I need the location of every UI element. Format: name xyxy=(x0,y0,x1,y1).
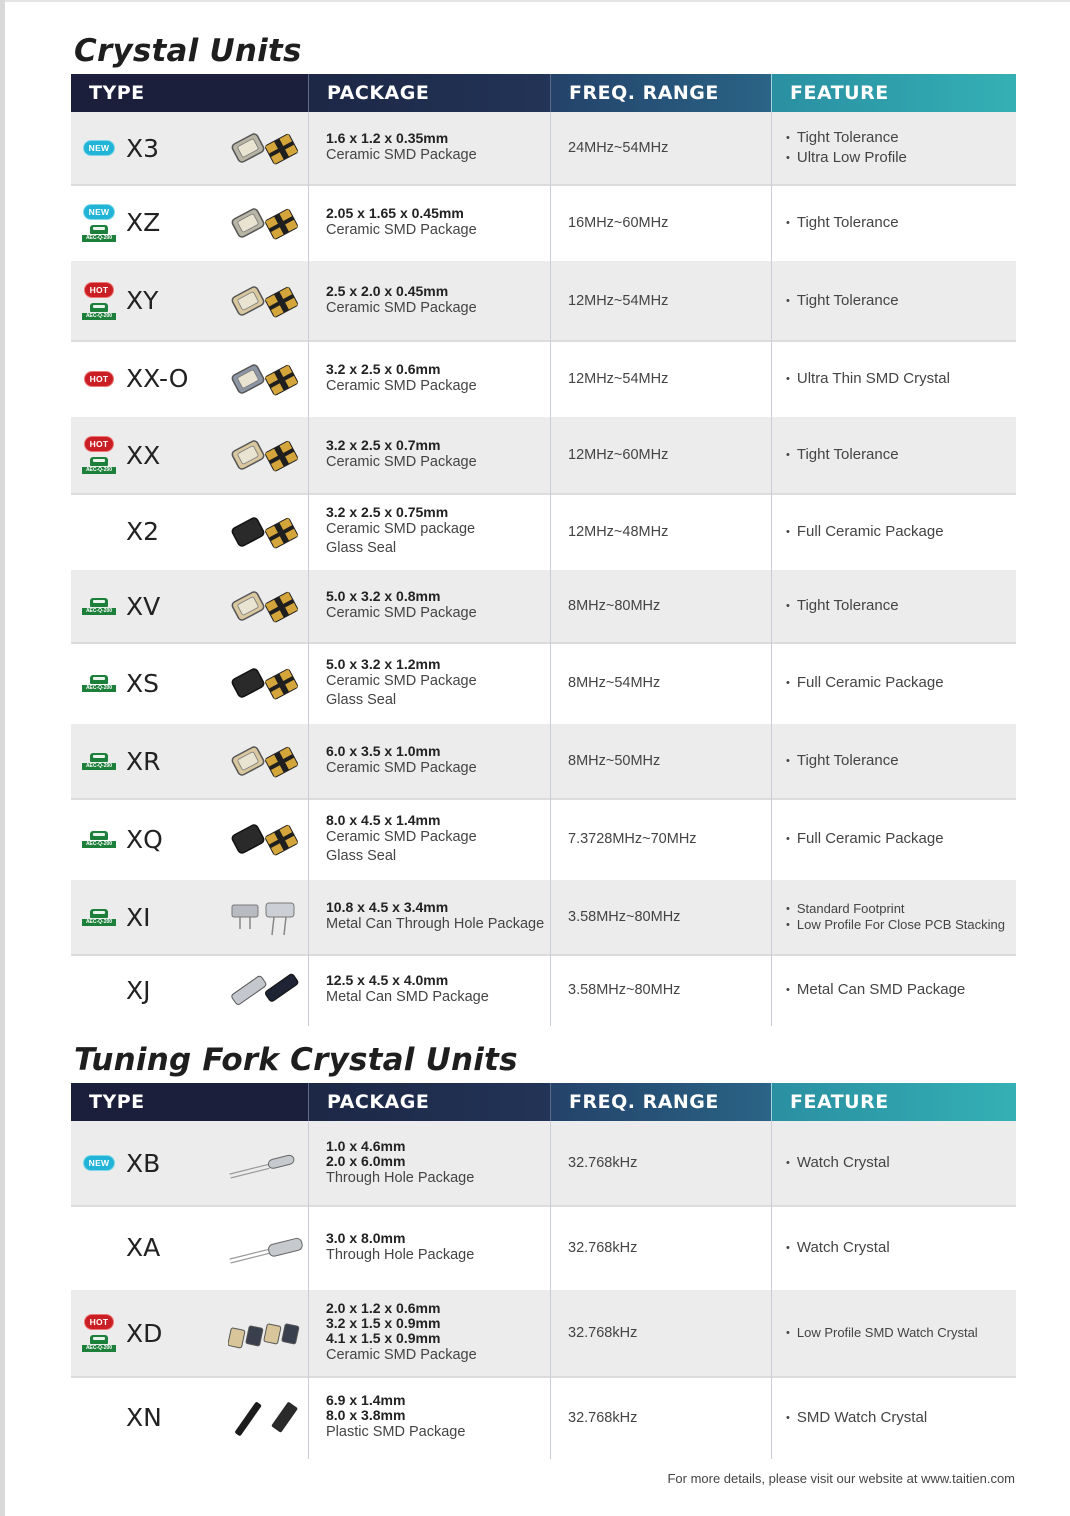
feature-cell xyxy=(771,417,1016,493)
badge-group xyxy=(81,1376,117,1459)
product-type: XS xyxy=(126,668,159,698)
feature-list xyxy=(786,1238,890,1258)
footer-note: For more details, please visit our website at www.taitien.com xyxy=(667,1471,1015,1486)
package-description: Ceramic SMD Package xyxy=(326,147,477,163)
car-shape xyxy=(90,225,108,234)
product-type: XQ xyxy=(126,824,163,854)
crystal-product-image xyxy=(228,126,304,170)
feature-cell xyxy=(771,261,1016,340)
feature-list xyxy=(786,1325,978,1341)
package-description: Ceramic SMD Package xyxy=(326,454,477,470)
aec-q200-label: AEC-Q-200 xyxy=(82,685,116,692)
package-dimensions: 2.5 x 2.0 x 0.45mm xyxy=(326,282,449,299)
type-cell xyxy=(71,570,308,642)
feature-list xyxy=(786,128,907,168)
package-text xyxy=(326,1301,477,1365)
type-cell xyxy=(71,184,308,261)
feature-cell xyxy=(771,112,1016,184)
feature-cell xyxy=(771,798,1016,880)
table-row xyxy=(71,340,1016,417)
feature-list xyxy=(786,445,899,465)
feature-item: • Tight Tolerance xyxy=(786,596,899,616)
aec-q200-car-icon xyxy=(82,598,116,615)
table-row xyxy=(71,954,1016,1026)
feature-list xyxy=(786,369,950,389)
product-type: XB xyxy=(126,1148,161,1178)
crystal-product-image xyxy=(228,968,304,1012)
crystal-product-image xyxy=(228,895,304,939)
feature-item: • Full Ceramic Package xyxy=(786,829,944,849)
package-text xyxy=(326,589,477,623)
feature-list xyxy=(786,596,899,616)
package-dimensions: 3.2 x 2.5 x 0.7mm xyxy=(326,437,441,453)
badge-group xyxy=(81,570,117,642)
crystal-product-image xyxy=(228,357,304,401)
aec-q200-label: AEC-Q-200 xyxy=(82,919,116,926)
page-top-border xyxy=(0,0,1070,2)
aec-q200-car-icon xyxy=(82,831,116,848)
package-dimensions: 1.6 x 1.2 x 0.35mm xyxy=(326,130,449,146)
freq-range-cell: 8MHz~50MHz xyxy=(550,724,771,798)
package-description: Ceramic SMD Package xyxy=(326,1347,477,1363)
package-dimensions: 6.0 x 3.5 x 1.0mm xyxy=(326,743,441,759)
header-feature: FEATURE xyxy=(771,1083,1016,1121)
feature-cell xyxy=(771,880,1016,954)
aec-q200-label: AEC-Q-200 xyxy=(82,841,116,848)
package-cell xyxy=(308,954,550,1026)
freq-range-cell: 32.768kHz xyxy=(550,1290,771,1376)
freq-range-cell: 12MHz~54MHz xyxy=(550,261,771,340)
feature-item: • Tight Tolerance xyxy=(786,291,899,311)
feature-item: • Full Ceramic Package xyxy=(786,673,944,693)
package-cell xyxy=(308,184,550,261)
package-description: Metal Can SMD Package xyxy=(326,989,489,1005)
package-text xyxy=(326,284,477,318)
badge-group xyxy=(81,798,117,880)
freq-range-cell: 24MHz~54MHz xyxy=(550,112,771,184)
package-text xyxy=(326,131,477,165)
badge-group xyxy=(81,417,117,493)
package-description: Ceramic SMD Package xyxy=(326,828,477,845)
type-cell xyxy=(71,261,308,340)
product-type: X2 xyxy=(126,517,160,546)
feature-item: • Ultra Thin SMD Crystal xyxy=(786,369,950,389)
crystal-product-image xyxy=(228,433,304,477)
feature-cell xyxy=(771,724,1016,798)
type-cell xyxy=(71,340,308,417)
table-row xyxy=(71,642,1016,724)
freq-range-cell: 32.768kHz xyxy=(550,1205,771,1290)
car-shape xyxy=(90,831,108,840)
package-cell xyxy=(308,1290,550,1376)
feature-cell xyxy=(771,1290,1016,1376)
type-cell xyxy=(71,112,308,184)
table-row xyxy=(71,1205,1016,1290)
feature-item: • Standard Footprint xyxy=(786,901,1005,917)
feature-item: • Tight Tolerance xyxy=(786,213,899,233)
package-dimensions: 8.0 x 4.5 x 1.4mm xyxy=(326,811,441,828)
package-cell xyxy=(308,1205,550,1290)
car-shape xyxy=(90,909,108,918)
package-text xyxy=(326,1393,465,1442)
package-dimensions: 3.2 x 2.5 x 0.75mm xyxy=(326,504,449,520)
aec-q200-label: AEC-Q-200 xyxy=(82,608,116,615)
product-type: XV xyxy=(126,591,161,621)
freq-range-cell: 3.58MHz~80MHz xyxy=(550,880,771,954)
table-row xyxy=(71,417,1016,493)
badge-group xyxy=(81,1121,117,1205)
feature-cell xyxy=(771,340,1016,417)
freq-range-cell: 32.768kHz xyxy=(550,1121,771,1205)
type-cell xyxy=(71,1376,308,1459)
header-package: PACKAGE xyxy=(308,1083,550,1121)
crystal-product-image xyxy=(228,279,304,323)
package-dimensions: 5.0 x 3.2 x 0.8mm xyxy=(326,588,441,604)
badge-group xyxy=(81,1290,117,1376)
package-cell xyxy=(308,112,550,184)
hot-badge: HOT xyxy=(84,436,115,452)
package-cell xyxy=(308,340,550,417)
package-description: Through Hole Package xyxy=(326,1169,475,1186)
badge-group xyxy=(81,724,117,798)
new-badge: NEW xyxy=(83,204,116,220)
freq-range-cell: 12MHz~60MHz xyxy=(550,417,771,493)
type-cell xyxy=(71,417,308,493)
package-dimensions: 3.0 x 8.0mm xyxy=(326,1229,406,1246)
product-type: XI xyxy=(126,902,151,932)
product-type: XX-O xyxy=(126,364,189,393)
package-text xyxy=(326,813,477,866)
package-cell xyxy=(308,798,550,880)
product-type: XR xyxy=(126,746,161,776)
table-row xyxy=(71,880,1016,954)
table-header xyxy=(71,74,1016,112)
car-shape xyxy=(90,598,108,607)
table-row xyxy=(71,570,1016,642)
feature-item: • Ultra Low Profile xyxy=(786,148,907,168)
package-dimensions: 2.05 x 1.65 x 0.45mm xyxy=(326,204,464,221)
package-cell xyxy=(308,880,550,954)
aec-q200-label: AEC-Q-200 xyxy=(82,467,116,474)
crystal-product-image xyxy=(228,739,304,783)
package-cell xyxy=(308,724,550,798)
car-shape xyxy=(90,457,108,466)
feature-item: • Tight Tolerance xyxy=(786,445,899,465)
package-description: Ceramic SMD Package xyxy=(326,221,477,238)
crystal-units-table xyxy=(71,74,1016,1026)
package-text xyxy=(326,206,477,240)
table-row xyxy=(71,1290,1016,1376)
package-dimensions: 6.9 x 1.4mm xyxy=(326,1392,406,1408)
package-cell xyxy=(308,642,550,724)
crystal-product-image xyxy=(228,661,304,705)
package-text xyxy=(326,438,477,472)
aec-q200-car-icon xyxy=(82,675,116,692)
badge-group xyxy=(81,954,117,1026)
freq-range-cell: 16MHz~60MHz xyxy=(550,184,771,261)
product-type: XZ xyxy=(126,208,161,237)
crystal-product-image xyxy=(228,510,304,554)
package-description: Ceramic SMD Package xyxy=(326,760,477,776)
car-shape xyxy=(90,675,108,684)
badge-group xyxy=(81,261,117,340)
product-type: XA xyxy=(126,1233,161,1262)
aec-q200-car-icon xyxy=(82,909,116,926)
badge-group xyxy=(81,340,117,417)
crystal-product-image xyxy=(228,1141,304,1185)
table-row xyxy=(71,112,1016,184)
feature-item: • Low Profile For Close PCB Stacking xyxy=(786,917,1005,933)
car-shape xyxy=(90,303,108,312)
table-row xyxy=(71,724,1016,798)
feature-list xyxy=(786,829,944,849)
package-dimensions: 4.1 x 1.5 x 0.9mm xyxy=(326,1330,441,1346)
badge-group xyxy=(81,642,117,724)
crystal-product-image xyxy=(228,201,304,245)
table-row xyxy=(71,493,1016,570)
feature-cell xyxy=(771,493,1016,570)
package-description: Glass Seal xyxy=(326,847,397,864)
package-cell xyxy=(308,261,550,340)
type-cell xyxy=(71,642,308,724)
feature-list xyxy=(786,1153,890,1173)
header-package: PACKAGE xyxy=(308,74,550,112)
aec-q200-car-icon xyxy=(82,303,116,320)
feature-cell xyxy=(771,1376,1016,1459)
package-cell xyxy=(308,417,550,493)
hot-badge: HOT xyxy=(84,1314,115,1330)
table-row xyxy=(71,1376,1016,1459)
aec-q200-car-icon xyxy=(82,225,116,242)
freq-range-cell: 8MHz~54MHz xyxy=(550,642,771,724)
package-description: Glass Seal xyxy=(326,540,397,556)
table-header xyxy=(71,1083,1016,1121)
package-cell xyxy=(308,493,550,570)
freq-range-cell: 12MHz~48MHz xyxy=(550,493,771,570)
car-shape xyxy=(90,753,108,762)
package-description: Glass Seal xyxy=(326,691,397,708)
aec-q200-car-icon xyxy=(82,753,116,770)
package-text xyxy=(326,1231,474,1265)
package-description: Ceramic SMD Package xyxy=(326,672,477,689)
feature-list xyxy=(786,291,899,311)
package-dimensions: 8.0 x 3.8mm xyxy=(326,1407,406,1423)
package-dimensions: 2.0 x 6.0mm xyxy=(326,1152,406,1169)
feature-cell xyxy=(771,570,1016,642)
aec-q200-label: AEC-Q-200 xyxy=(82,1345,116,1352)
feature-item: • Tight Tolerance xyxy=(786,751,899,771)
aec-q200-label: AEC-Q-200 xyxy=(82,313,116,320)
header-freq-range: FREQ. RANGE xyxy=(550,1083,771,1121)
package-text xyxy=(326,657,477,710)
feature-list xyxy=(786,1408,927,1428)
badge-group xyxy=(81,112,117,184)
page-left-border xyxy=(0,0,5,1516)
package-description: Metal Can Through Hole Package xyxy=(326,916,545,932)
feature-list xyxy=(786,980,965,1000)
feature-list xyxy=(786,751,899,771)
type-cell xyxy=(71,1290,308,1376)
feature-cell xyxy=(771,642,1016,724)
package-text xyxy=(326,505,475,558)
product-type: XJ xyxy=(126,975,151,1005)
crystal-product-image xyxy=(228,1396,304,1440)
feature-item: • Watch Crystal xyxy=(786,1153,890,1173)
badge-group xyxy=(81,184,117,261)
badge-group xyxy=(81,880,117,954)
freq-range-cell: 7.3728MHz~70MHz xyxy=(550,798,771,880)
feature-cell xyxy=(771,184,1016,261)
package-text xyxy=(326,1139,474,1188)
package-text xyxy=(326,900,544,934)
package-description: Through Hole Package xyxy=(326,1246,475,1263)
hot-badge: HOT xyxy=(84,371,115,387)
feature-item: • Tight Tolerance xyxy=(786,128,907,148)
package-text xyxy=(326,973,489,1007)
aec-q200-car-icon xyxy=(82,457,116,474)
feature-cell xyxy=(771,1121,1016,1205)
product-type: XN xyxy=(126,1403,162,1432)
hot-badge: HOT xyxy=(84,282,115,298)
product-type: X3 xyxy=(126,133,160,163)
aec-q200-label: AEC-Q-200 xyxy=(82,235,116,242)
package-dimensions: 3.2 x 1.5 x 0.9mm xyxy=(326,1315,441,1331)
feature-item: • Full Ceramic Package xyxy=(786,522,944,542)
type-cell xyxy=(71,1205,308,1290)
package-description: Ceramic SMD Package xyxy=(326,377,477,394)
crystal-product-image xyxy=(228,1311,304,1355)
feature-item: • SMD Watch Crystal xyxy=(786,1408,927,1428)
header-freq-range: FREQ. RANGE xyxy=(550,74,771,112)
package-dimensions: 1.0 x 4.6mm xyxy=(326,1137,406,1154)
table-row xyxy=(71,184,1016,261)
package-dimensions: 3.2 x 2.5 x 0.6mm xyxy=(326,360,441,377)
freq-range-cell: 32.768kHz xyxy=(550,1376,771,1459)
package-cell xyxy=(308,1121,550,1205)
package-cell xyxy=(308,570,550,642)
feature-item: • Metal Can SMD Package xyxy=(786,980,965,1000)
feature-item: • Low Profile SMD Watch Crystal xyxy=(786,1325,978,1341)
package-description: Ceramic SMD package xyxy=(326,521,476,537)
type-cell xyxy=(71,493,308,570)
table-row xyxy=(71,798,1016,880)
type-cell xyxy=(71,880,308,954)
type-cell xyxy=(71,798,308,880)
package-text xyxy=(326,362,477,396)
package-dimensions: 12.5 x 4.5 x 4.0mm xyxy=(326,972,449,988)
header-type: TYPE xyxy=(71,74,308,112)
type-cell xyxy=(71,724,308,798)
feature-cell xyxy=(771,954,1016,1026)
type-cell xyxy=(71,1121,308,1205)
feature-list xyxy=(786,673,944,693)
feature-list xyxy=(786,213,899,233)
table-row xyxy=(71,1121,1016,1205)
header-feature: FEATURE xyxy=(771,74,1016,112)
table-row xyxy=(71,261,1016,340)
badge-group xyxy=(81,1205,117,1290)
freq-range-cell: 3.58MHz~80MHz xyxy=(550,954,771,1026)
header-type: TYPE xyxy=(71,1083,308,1121)
package-text xyxy=(326,744,477,778)
aec-q200-label: AEC-Q-200 xyxy=(82,763,116,770)
type-cell xyxy=(71,954,308,1026)
package-description: Plastic SMD Package xyxy=(326,1424,466,1440)
package-dimensions: 10.8 x 4.5 x 3.4mm xyxy=(326,899,449,915)
product-type: XD xyxy=(126,1318,163,1348)
aec-q200-car-icon xyxy=(82,1335,116,1352)
package-cell xyxy=(308,1376,550,1459)
product-type: XX xyxy=(126,440,161,470)
package-description: Ceramic SMD Package xyxy=(326,299,477,316)
feature-cell xyxy=(771,1205,1016,1290)
freq-range-cell: 12MHz~54MHz xyxy=(550,340,771,417)
new-badge: NEW xyxy=(83,140,116,156)
freq-range-cell: 8MHz~80MHz xyxy=(550,570,771,642)
package-dimensions: 5.0 x 3.2 x 1.2mm xyxy=(326,655,441,672)
crystal-product-image xyxy=(228,584,304,628)
tuning-fork-table xyxy=(71,1083,1016,1459)
crystal-product-image xyxy=(228,1226,304,1270)
crystal-product-image xyxy=(228,817,304,861)
product-type: XY xyxy=(126,286,159,315)
section-title-tuning-fork: Tuning Fork Crystal Units xyxy=(74,1042,518,1078)
section-title-crystal-units: Crystal Units xyxy=(74,33,302,69)
feature-item: • Watch Crystal xyxy=(786,1238,890,1258)
badge-group xyxy=(81,493,117,570)
car-shape xyxy=(90,1335,108,1344)
package-description: Ceramic SMD Package xyxy=(326,605,477,621)
package-dimensions: 2.0 x 1.2 x 0.6mm xyxy=(326,1300,441,1316)
feature-list xyxy=(786,522,944,542)
feature-list xyxy=(786,901,1005,933)
new-badge: NEW xyxy=(83,1155,116,1171)
